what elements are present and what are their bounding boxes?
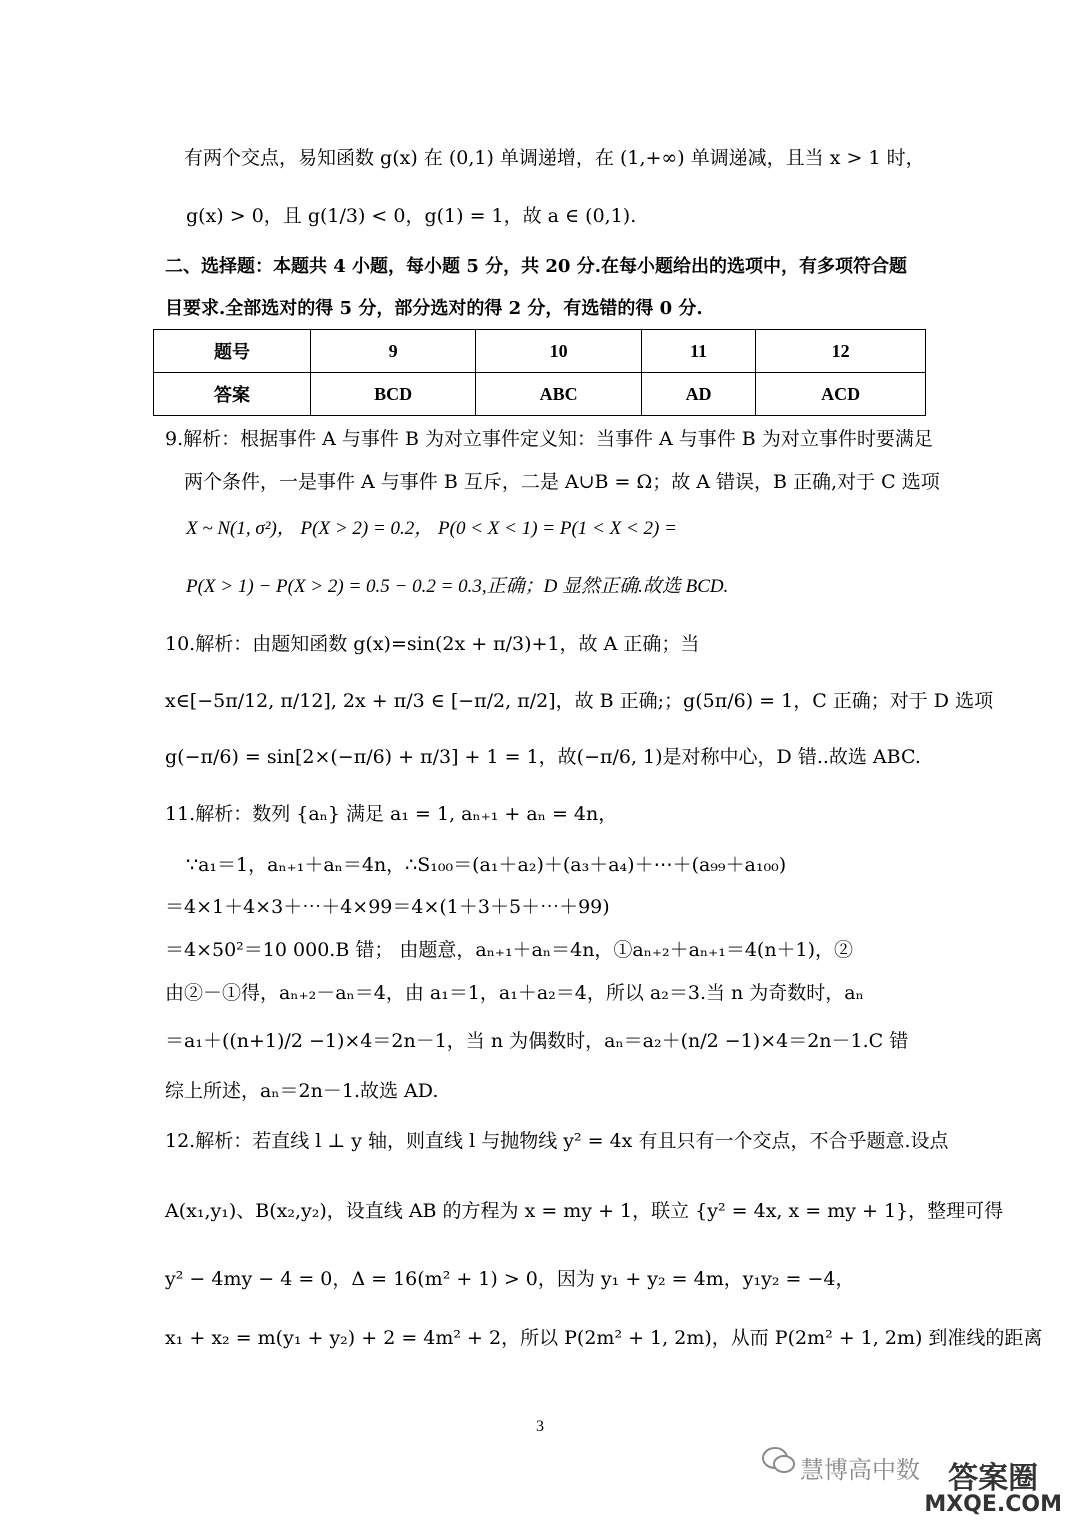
wechat-icon [762,1446,796,1476]
text-line: ＝a₁＋((n+1)/2 −1)×4＝2n－1，当 n 为偶数时，aₙ＝a₂＋(n/2 −1)×4＝2n－1.C 错 [165,1030,909,1052]
section-heading: 二、选择题：本题共 4 小题，每小题 5 分，共 20 分.在每小题给出的选项中，有多项符合题 [165,256,907,277]
text-line: A(x₁,y₁)、B(x₂,y₂)，设直线 AB 的方程为 x = my + 1，联立 {y² = 4x, x = my + 1}，整理可得 [165,1200,1004,1222]
text-line: 有两个交点，易知函数 g(x) 在 (0,1) 单调递增，在 (1,+∞) 单调递减，且当 x > 1 时， [184,147,925,169]
text-line: x∈[−5π/12, π/12], 2x + π/3 ∈ [−π/2, π/2]，故 B 正确;；g(5π/6) = 1，C 正确；对于 D 选项 [165,690,994,712]
watermark-text: 慧博高中数 [800,1456,920,1484]
text-line: g(−π/6) = sin[2×(−π/6) + π/3] + 1 = 1，故(−π/6, 1)是对称中心，D 错..故选 ABC. [165,746,921,768]
table-cell: 答案 [154,373,311,416]
text-line: 综上所述，aₙ＝2n－1.故选 AD. [165,1080,439,1102]
table-cell: ABC [476,373,641,416]
text-line: 10.解析：由题知函数 g(x)=sin(2x + π/3)+1，故 A 正确；当 [165,633,700,655]
table-row [154,330,926,373]
page-number: 3 [536,1418,544,1435]
text-line: g(x) > 0，且 g(1/3) < 0，g(1) = 1，故 a ∈ (0,1). [186,205,637,227]
text-line: 12.解析：若直线 l ⊥ y 轴，则直线 l 与抛物线 y² = 4x 有且只有一个交点，不合乎题意.设点 [165,1130,949,1152]
table-cell: 题号 [154,330,311,373]
watermark-logo-url: MXQE.COM [924,1492,1062,1517]
watermark-logo [924,1461,1062,1517]
section-heading: 目要求.全部选对的得 5 分，部分选对的得 2 分，有选错的得 0 分. [165,298,703,319]
text-line: 11.解析：数列 {aₙ} 满足 a₁ = 1, aₙ₊₁ + aₙ = 4n， [165,803,618,825]
table-cell: AD [641,373,756,416]
table-cell: 10 [476,330,641,373]
watermark [762,1426,1062,1516]
text-line: X ~ N(1, σ²)， P(X > 2) = 0.2， P(0 < X < 1) = P(1 < X < 2) = [186,518,677,539]
answer-table [153,329,926,416]
table-cell: 12 [756,330,926,373]
table-cell: ACD [756,373,926,416]
watermark-logo-title: 答案圈 [948,1461,1039,1496]
text-line: 两个条件，一是事件 A 与事件 B 互斥，二是 A∪B = Ω；故 A 错误，B 正确,对于 C 选项 [184,471,940,493]
table-cell: BCD [310,373,475,416]
text-line: 9.解析：根据事件 A 与事件 B 为对立事件定义知：当事件 A 与事件 B 为对立事件时要满足 [165,428,933,450]
text-line: y² − 4my − 4 = 0，Δ = 16(m² + 1) > 0，因为 y₁ + y₂ = 4m，y₁y₂ = −4， [165,1268,855,1290]
text-line: ＝4×1＋4×3＋⋯＋4×99＝4×(1＋3＋5＋⋯＋99) [165,896,610,918]
table-cell: 11 [641,330,756,373]
text-line: 由②－①得，aₙ₊₂－aₙ＝4，由 a₁＝1，a₁＋a₂＝4，所以 a₂＝3.当 n 为奇数时，aₙ [165,982,864,1004]
text-line: ∵a₁＝1，aₙ₊₁＋aₙ＝4n，∴S₁₀₀＝(a₁＋a₂)＋(a₃＋a₄)＋⋯＋(a₉₉＋a₁₀₀) [186,854,787,876]
text-line: x₁ + x₂ = m(y₁ + y₂) + 2 = 4m² + 2，所以 P(2m² + 1, 2m)，从而 P(2m² + 1, 2m) 到准线的距离 [165,1327,1043,1349]
table-cell: 9 [310,330,475,373]
text-line: ＝4×50²＝10 000.B 错； 由题意，aₙ₊₁＋aₙ＝4n，①aₙ₊₂＋aₙ₊₁＝4(n＋1)，② [165,939,854,961]
text-line: P(X > 1) − P(X > 2) = 0.5 − 0.2 = 0.3,正确；D 显然正确.故选 BCD. [186,576,729,597]
table-row [154,373,926,416]
